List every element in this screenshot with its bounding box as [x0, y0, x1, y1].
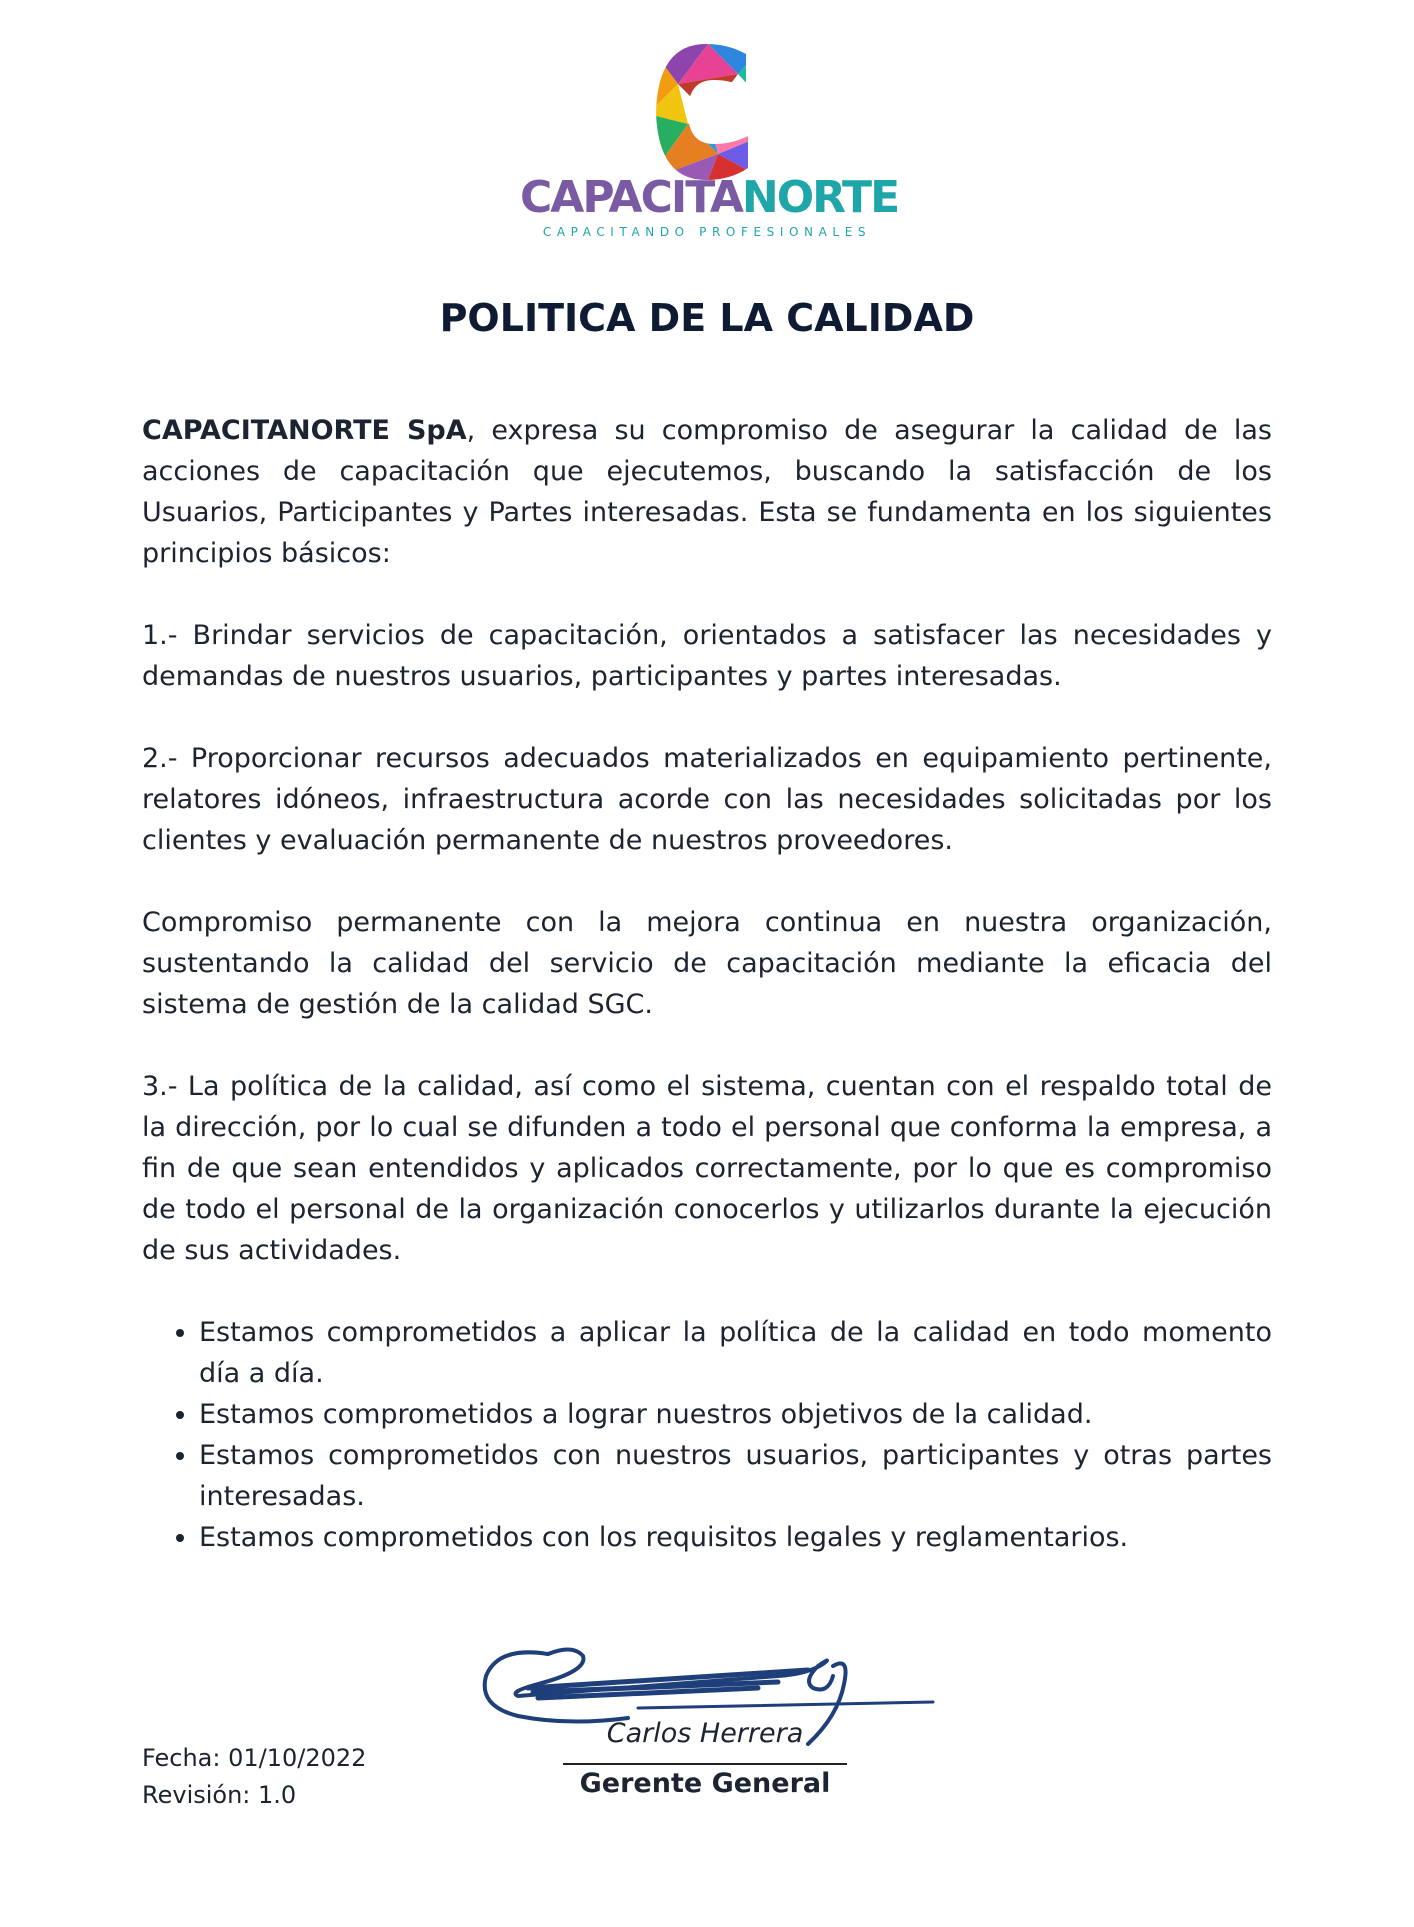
list-item: • Estamos comprometidos con los requisitos legales y reglamentarios. [199, 1517, 1272, 1558]
list-item: • Estamos comprometidos a aplicar la política de la calidad en todo momento día a día. [199, 1312, 1272, 1394]
company-name: CAPACITANORTE SpA [142, 415, 467, 446]
brand-tagline: CAPACITANDO PROFESIONALES [542, 225, 872, 239]
principle-3-paragraph: 3.- La política de la calidad, así como el sistema, cuentan con el respaldo total de la dirección, por lo cual se difunden a todo el personal que conforma la empresa, a fin de que sean entendidos y aplicados correctamente, por lo que es compromiso de todo el personal de la organización conocerlos y utilizarlos durante la ejecución de sus actividades. [142, 1071, 1272, 1266]
principle-2-paragraph: 2.- Proporcionar recursos adecuados materializados en equipamiento pertinente, relatores idóneos, infraestructura acorde con las necesidades solicitadas por los clientes y evaluación permanente de nuestros proveedores. [142, 743, 1272, 856]
document-body [142, 410, 1272, 1558]
capacitanorte-c-logo-icon [648, 44, 766, 180]
brand-name-part2: NORTE [741, 172, 899, 223]
list-item: • Estamos comprometidos a lograr nuestros objetivos de la calidad. [199, 1394, 1272, 1435]
document-date: Fecha: 01/10/2022 [142, 1744, 367, 1772]
signatory-name: Carlos Herrera [606, 1718, 804, 1749]
document-title: POLITICA DE LA CALIDAD [439, 296, 975, 340]
intro-paragraph [142, 410, 1272, 574]
list-item: • Estamos comprometidos con nuestros usuarios, participantes y otras partes interesadas. [199, 1435, 1272, 1517]
brand-name [520, 172, 899, 223]
principle-1-paragraph: 1.- Brindar servicios de capacitación, orientados a satisfacer las necesidades y demandas de nuestros usuarios, participantes y partes interesadas. [142, 620, 1272, 692]
commitments-list [142, 1312, 1272, 1558]
document-meta [142, 1740, 366, 1814]
document-revision: Revisión: 1.0 [142, 1781, 297, 1809]
signature-line [563, 1763, 847, 1765]
intro-text: , expresa su compromiso de asegurar la calidad de las acciones de capacitación que ejecutemos, buscando la satisfacción de los Usuarios, Participantes y Partes interesadas. Esta se fundamenta en los siguientes principios básicos: [142, 415, 1272, 569]
signatory-role: Gerente General [579, 1768, 831, 1799]
company-logo [520, 44, 899, 244]
brand-name-part1: CAPACITA [520, 172, 742, 223]
commitment-paragraph: Compromiso permanente con la mejora continua en nuestra organización, sustentando la calidad del servicio de capacitación mediante la eficacia del sistema de gestión de la calidad SGC. [142, 907, 1272, 1020]
